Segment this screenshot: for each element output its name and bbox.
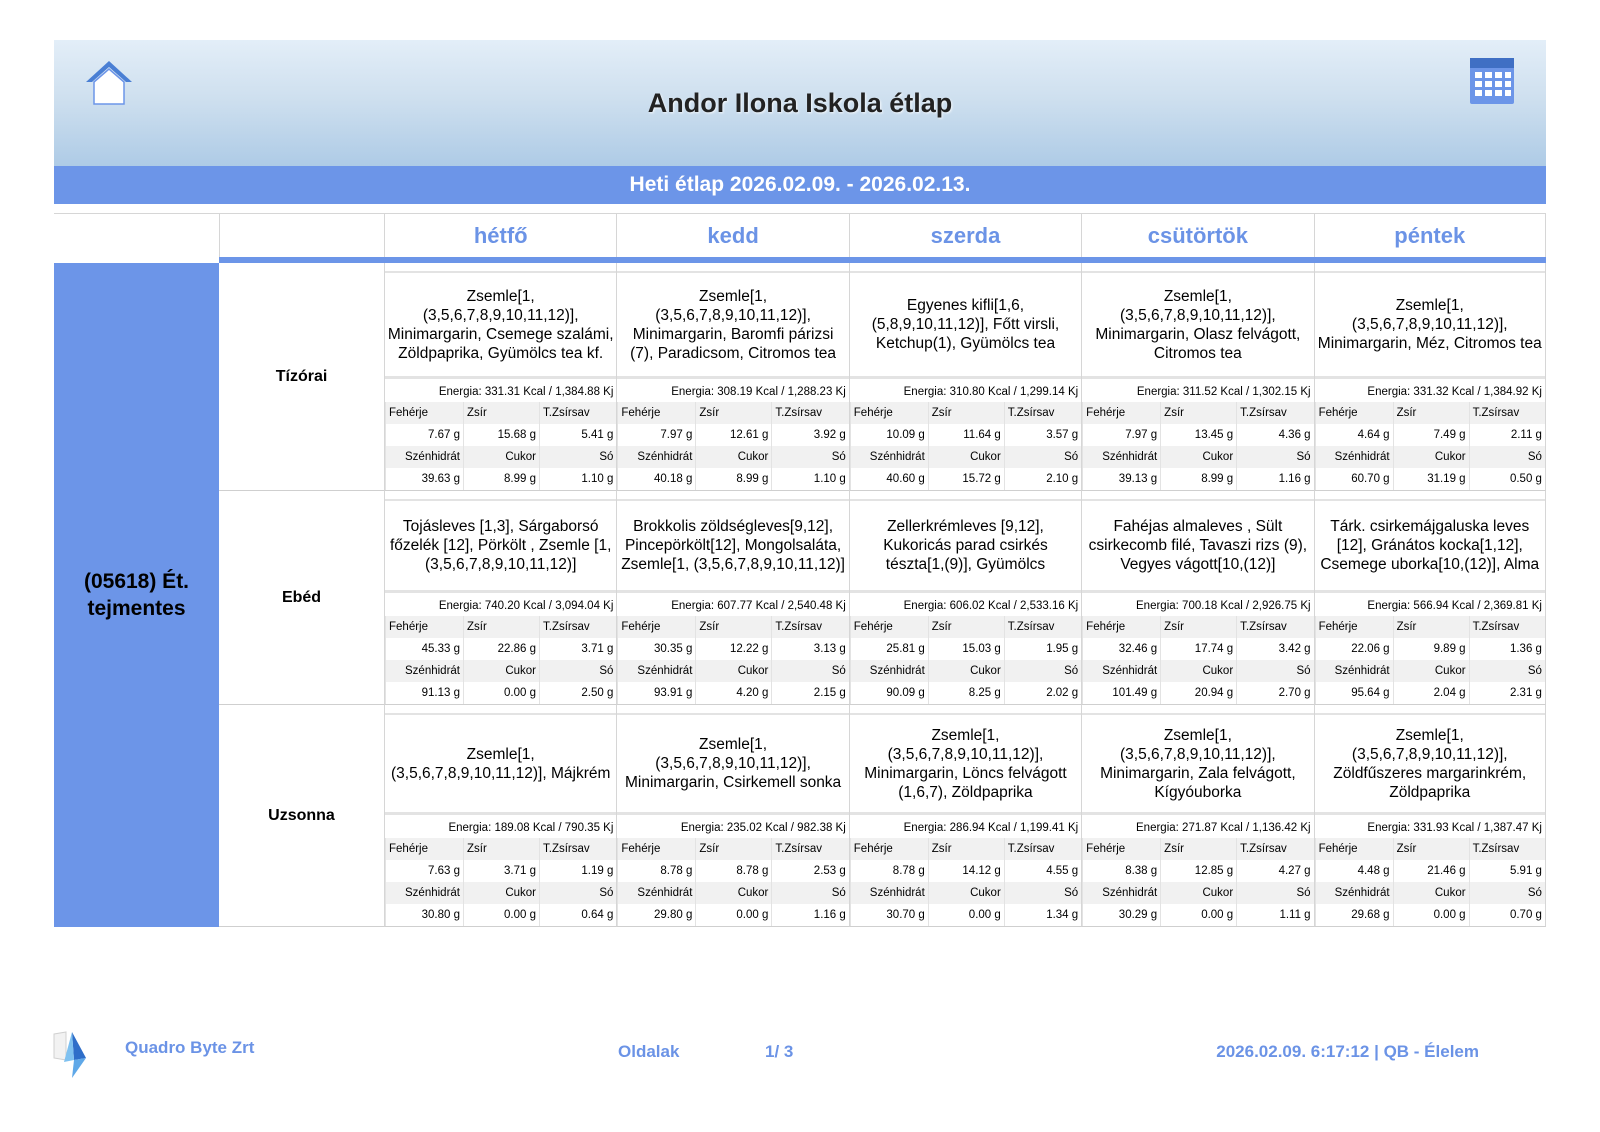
carbohydrate-value: 29.80 g bbox=[617, 904, 695, 926]
footer-pages-label: Oldalak bbox=[618, 1042, 680, 1061]
nutrition-grid bbox=[617, 402, 848, 490]
protein-label: Fehérje bbox=[1082, 838, 1160, 860]
salt-label: Só bbox=[1004, 446, 1081, 468]
fat-label: Zsír bbox=[463, 616, 539, 638]
salt-label: Só bbox=[771, 882, 848, 904]
menu-cell-ebed-friday bbox=[1314, 491, 1546, 705]
sugar-label: Cukor bbox=[695, 660, 771, 682]
carbohydrate-label: Szénhidrát bbox=[1082, 882, 1160, 904]
nutrition-grid bbox=[1082, 402, 1313, 490]
carbohydrate-value: 39.13 g bbox=[1082, 468, 1160, 490]
saturated-fat-value: 1.19 g bbox=[539, 860, 616, 882]
carbohydrate-label: Szénhidrát bbox=[617, 660, 695, 682]
protein-label: Fehérje bbox=[385, 838, 463, 860]
energy-value: Energia: 271.87 Kcal / 1,136.42 Kj bbox=[1136, 822, 1311, 834]
saturated-fat-value: 5.91 g bbox=[1469, 860, 1545, 882]
fat-value: 11.64 g bbox=[928, 424, 1004, 446]
saturated-fat-label: T.Zsírsav bbox=[1004, 616, 1081, 638]
nutrition-grid bbox=[850, 616, 1081, 704]
meal-label-uzsonna: Uzsonna bbox=[219, 705, 384, 927]
salt-label: Só bbox=[771, 446, 848, 468]
protein-value: 32.46 g bbox=[1082, 638, 1160, 660]
sugar-value: 31.19 g bbox=[1393, 468, 1469, 490]
energy-value: Energia: 311.52 Kcal / 1,302.15 Kj bbox=[1136, 386, 1311, 398]
nutrition-grid bbox=[385, 838, 616, 926]
saturated-fat-label: T.Zsírsav bbox=[1469, 838, 1545, 860]
protein-label: Fehérje bbox=[850, 838, 928, 860]
food-description: Zsemle[1, (3,5,6,7,8,9,10,11,12)], Minimargarin, Löncs felvágott (1,6,7), Zöldpaprika bbox=[850, 713, 1081, 815]
nutrition-grid bbox=[1315, 616, 1545, 704]
fat-value: 15.68 g bbox=[463, 424, 539, 446]
salt-value: 2.50 g bbox=[539, 682, 616, 704]
sugar-label: Cukor bbox=[463, 446, 539, 468]
carbohydrate-label: Szénhidrát bbox=[850, 446, 928, 468]
saturated-fat-label: T.Zsírsav bbox=[539, 402, 616, 424]
quadro-byte-logo-icon bbox=[52, 1030, 88, 1080]
protein-value: 8.78 g bbox=[617, 860, 695, 882]
diet-group-label: (05618) Ét. tejmentes bbox=[54, 263, 219, 927]
nutrition-grid bbox=[1082, 616, 1313, 704]
menu-cell-tizorai-wednesday bbox=[849, 263, 1081, 491]
menu-cell-ebed-monday bbox=[384, 491, 616, 705]
energy-value: Energia: 235.02 Kcal / 982.38 Kj bbox=[680, 822, 846, 834]
protein-label: Fehérje bbox=[617, 616, 695, 638]
menu-cell-uzsonna-monday bbox=[384, 705, 616, 927]
protein-value: 22.06 g bbox=[1315, 638, 1393, 660]
sugar-value: 0.00 g bbox=[463, 904, 539, 926]
fat-label: Zsír bbox=[463, 402, 539, 424]
saturated-fat-label: T.Zsírsav bbox=[539, 838, 616, 860]
protein-value: 7.97 g bbox=[1082, 424, 1160, 446]
carbohydrate-value: 91.13 g bbox=[385, 682, 463, 704]
sugar-label: Cukor bbox=[1160, 882, 1236, 904]
protein-value: 30.35 g bbox=[617, 638, 695, 660]
fat-label: Zsír bbox=[1393, 838, 1469, 860]
fat-value: 7.49 g bbox=[1393, 424, 1469, 446]
sugar-label: Cukor bbox=[1393, 882, 1469, 904]
protein-label: Fehérje bbox=[1315, 616, 1393, 638]
sugar-value: 0.00 g bbox=[695, 904, 771, 926]
nutrition-grid bbox=[850, 838, 1081, 926]
protein-value: 10.09 g bbox=[850, 424, 928, 446]
carbohydrate-value: 30.80 g bbox=[385, 904, 463, 926]
sugar-value: 8.25 g bbox=[928, 682, 1004, 704]
carbohydrate-label: Szénhidrát bbox=[850, 882, 928, 904]
header-banner bbox=[54, 40, 1546, 166]
protein-label: Fehérje bbox=[850, 616, 928, 638]
sugar-label: Cukor bbox=[1160, 446, 1236, 468]
menu-cell-tizorai-thursday bbox=[1081, 263, 1313, 491]
saturated-fat-value: 4.27 g bbox=[1236, 860, 1313, 882]
energy-value: Energia: 331.32 Kcal / 1,384.92 Kj bbox=[1367, 386, 1542, 398]
energy-value: Energia: 331.93 Kcal / 1,387.47 Kj bbox=[1367, 822, 1542, 834]
sugar-value: 0.00 g bbox=[1160, 904, 1236, 926]
footer-page-number: 1/ 3 bbox=[765, 1042, 794, 1061]
fat-label: Zsír bbox=[928, 616, 1004, 638]
sugar-label: Cukor bbox=[1393, 660, 1469, 682]
salt-label: Só bbox=[771, 660, 848, 682]
protein-value: 45.33 g bbox=[385, 638, 463, 660]
carbohydrate-label: Szénhidrát bbox=[1315, 660, 1393, 682]
menu-cell-uzsonna-wednesday bbox=[849, 705, 1081, 927]
food-description: Zellerkrémleves [9,12], Kukoricás parad csirkés tészta[1,(9)], Gyümölcs bbox=[850, 499, 1081, 593]
carbohydrate-value: 101.49 g bbox=[1082, 682, 1160, 704]
fat-value: 17.74 g bbox=[1160, 638, 1236, 660]
energy-value: Energia: 566.94 Kcal / 2,369.81 Kj bbox=[1367, 600, 1542, 612]
nutrition-grid bbox=[385, 616, 616, 704]
sugar-label: Cukor bbox=[928, 446, 1004, 468]
food-description: Zsemle[1, (3,5,6,7,8,9,10,11,12)], Minimargarin, Csirkemell sonka bbox=[617, 713, 848, 815]
protein-label: Fehérje bbox=[385, 616, 463, 638]
salt-value: 1.34 g bbox=[1004, 904, 1081, 926]
saturated-fat-label: T.Zsírsav bbox=[1236, 838, 1313, 860]
carbohydrate-label: Szénhidrát bbox=[1315, 446, 1393, 468]
saturated-fat-value: 3.42 g bbox=[1236, 638, 1313, 660]
salt-value: 2.15 g bbox=[771, 682, 848, 704]
carbohydrate-value: 40.60 g bbox=[850, 468, 928, 490]
energy-value: Energia: 308.19 Kcal / 1,288.23 Kj bbox=[671, 386, 846, 398]
nutrition-grid bbox=[850, 402, 1081, 490]
menu-cell-tizorai-friday bbox=[1314, 263, 1546, 491]
protein-value: 25.81 g bbox=[850, 638, 928, 660]
saturated-fat-label: T.Zsírsav bbox=[771, 402, 848, 424]
saturated-fat-label: T.Zsírsav bbox=[1469, 402, 1545, 424]
salt-value: 0.70 g bbox=[1469, 904, 1545, 926]
food-description: Brokkolis zöldségleves[9,12], Pincepörkölt[12], Mongolsaláta, Zsemle[1, (3,5,6,7,8,9,10,11,12)] bbox=[617, 499, 848, 593]
salt-value: 0.50 g bbox=[1469, 468, 1545, 490]
carbohydrate-value: 90.09 g bbox=[850, 682, 928, 704]
carbohydrate-label: Szénhidrát bbox=[385, 660, 463, 682]
saturated-fat-value: 3.57 g bbox=[1004, 424, 1081, 446]
food-description: Zsemle[1, (3,5,6,7,8,9,10,11,12)], Minimargarin, Zala felvágott, Kígyóuborka bbox=[1082, 713, 1313, 815]
carbohydrate-label: Szénhidrát bbox=[1315, 882, 1393, 904]
sugar-value: 0.00 g bbox=[928, 904, 1004, 926]
salt-label: Só bbox=[1236, 882, 1313, 904]
fat-label: Zsír bbox=[1160, 402, 1236, 424]
protein-label: Fehérje bbox=[850, 402, 928, 424]
sugar-label: Cukor bbox=[695, 882, 771, 904]
day-header-monday: hétfő bbox=[384, 213, 616, 257]
sugar-label: Cukor bbox=[463, 660, 539, 682]
sugar-value: 0.00 g bbox=[463, 682, 539, 704]
protein-value: 8.38 g bbox=[1082, 860, 1160, 882]
fat-label: Zsír bbox=[1393, 616, 1469, 638]
saturated-fat-value: 2.53 g bbox=[771, 860, 848, 882]
fat-value: 9.89 g bbox=[1393, 638, 1469, 660]
fat-label: Zsír bbox=[695, 838, 771, 860]
saturated-fat-label: T.Zsírsav bbox=[1236, 402, 1313, 424]
nutrition-grid bbox=[1082, 838, 1313, 926]
saturated-fat-value: 5.41 g bbox=[539, 424, 616, 446]
salt-label: Só bbox=[1004, 660, 1081, 682]
protein-label: Fehérje bbox=[617, 838, 695, 860]
carbohydrate-value: 60.70 g bbox=[1315, 468, 1393, 490]
carbohydrate-label: Szénhidrát bbox=[617, 446, 695, 468]
saturated-fat-label: T.Zsírsav bbox=[1004, 402, 1081, 424]
nutrition-grid bbox=[385, 402, 616, 490]
protein-label: Fehérje bbox=[1082, 402, 1160, 424]
salt-value: 1.16 g bbox=[771, 904, 848, 926]
sugar-label: Cukor bbox=[1160, 660, 1236, 682]
saturated-fat-value: 3.71 g bbox=[539, 638, 616, 660]
salt-value: 2.31 g bbox=[1469, 682, 1545, 704]
sugar-label: Cukor bbox=[1393, 446, 1469, 468]
carbohydrate-value: 30.29 g bbox=[1082, 904, 1160, 926]
salt-value: 1.10 g bbox=[539, 468, 616, 490]
menu-cell-ebed-thursday bbox=[1081, 491, 1313, 705]
sugar-label: Cukor bbox=[695, 446, 771, 468]
protein-value: 7.97 g bbox=[617, 424, 695, 446]
energy-value: Energia: 189.08 Kcal / 790.35 Kj bbox=[448, 822, 614, 834]
fat-value: 12.61 g bbox=[695, 424, 771, 446]
fat-label: Zsír bbox=[1160, 838, 1236, 860]
sugar-value: 8.99 g bbox=[463, 468, 539, 490]
carbohydrate-value: 30.70 g bbox=[850, 904, 928, 926]
food-description: Tárk. csirkemájgaluska leves [12], Gránátos kocka[1,12], Csemege uborka[10,(12)], Alma bbox=[1315, 499, 1545, 593]
food-description: Zsemle[1, (3,5,6,7,8,9,10,11,12)], Zöldfűszeres margarinkrém, Zöldpaprika bbox=[1315, 713, 1545, 815]
saturated-fat-value: 2.11 g bbox=[1469, 424, 1545, 446]
sugar-label: Cukor bbox=[928, 882, 1004, 904]
energy-value: Energia: 331.31 Kcal / 1,384.88 Kj bbox=[438, 386, 614, 398]
salt-label: Só bbox=[539, 882, 616, 904]
protein-label: Fehérje bbox=[1315, 838, 1393, 860]
meal-label-ebed: Ebéd bbox=[219, 491, 384, 705]
food-description: Tojásleves [1,3], Sárgaborsó főzelék [12], Pörkölt , Zsemle [1,(3,5,6,7,8,9,10,11,12)] bbox=[385, 499, 616, 593]
carbohydrate-label: Szénhidrát bbox=[385, 446, 463, 468]
protein-label: Fehérje bbox=[385, 402, 463, 424]
saturated-fat-label: T.Zsírsav bbox=[1236, 616, 1313, 638]
fat-label: Zsír bbox=[695, 616, 771, 638]
protein-value: 4.48 g bbox=[1315, 860, 1393, 882]
energy-value: Energia: 740.20 Kcal / 3,094.04 Kj bbox=[438, 600, 614, 612]
fat-label: Zsír bbox=[928, 838, 1004, 860]
sugar-value: 4.20 g bbox=[695, 682, 771, 704]
menu-cell-tizorai-tuesday bbox=[616, 263, 848, 491]
saturated-fat-label: T.Zsírsav bbox=[1469, 616, 1545, 638]
menu-cell-tizorai-monday bbox=[384, 263, 616, 491]
meal-label-tizorai: Tízórai bbox=[219, 263, 384, 491]
fat-label: Zsír bbox=[695, 402, 771, 424]
fat-label: Zsír bbox=[1393, 402, 1469, 424]
menu-cell-uzsonna-tuesday bbox=[616, 705, 848, 927]
nutrition-grid bbox=[1315, 402, 1545, 490]
sugar-value: 2.04 g bbox=[1393, 682, 1469, 704]
sugar-value: 20.94 g bbox=[1160, 682, 1236, 704]
saturated-fat-value: 3.13 g bbox=[771, 638, 848, 660]
salt-value: 2.70 g bbox=[1236, 682, 1313, 704]
energy-value: Energia: 606.02 Kcal / 2,533.16 Kj bbox=[903, 600, 1079, 612]
energy-value: Energia: 286.94 Kcal / 1,199.41 Kj bbox=[903, 822, 1079, 834]
carbohydrate-label: Szénhidrát bbox=[850, 660, 928, 682]
saturated-fat-label: T.Zsírsav bbox=[1004, 838, 1081, 860]
saturated-fat-value: 4.55 g bbox=[1004, 860, 1081, 882]
menu-cell-ebed-tuesday bbox=[616, 491, 848, 705]
food-description: Zsemle[1, (3,5,6,7,8,9,10,11,12)], Minimargarin, Olasz felvágott, Citromos tea bbox=[1082, 271, 1313, 379]
protein-label: Fehérje bbox=[617, 402, 695, 424]
protein-value: 7.63 g bbox=[385, 860, 463, 882]
salt-label: Só bbox=[1469, 446, 1545, 468]
food-description: Egyenes kifli[1,6, (5,8,9,10,11,12)], Főtt virsli, Ketchup(1), Gyümölcs tea bbox=[850, 271, 1081, 379]
protein-value: 4.64 g bbox=[1315, 424, 1393, 446]
day-header-wednesday: szerda bbox=[849, 213, 1081, 257]
salt-label: Só bbox=[539, 660, 616, 682]
salt-label: Só bbox=[1004, 882, 1081, 904]
carbohydrate-label: Szénhidrát bbox=[385, 882, 463, 904]
salt-label: Só bbox=[1236, 660, 1313, 682]
carbohydrate-label: Szénhidrát bbox=[1082, 660, 1160, 682]
fat-label: Zsír bbox=[463, 838, 539, 860]
saturated-fat-label: T.Zsírsav bbox=[539, 616, 616, 638]
protein-label: Fehérje bbox=[1315, 402, 1393, 424]
week-range-bar: Heti étlap 2026.02.09. - 2026.02.13. bbox=[54, 166, 1546, 204]
fat-value: 12.22 g bbox=[695, 638, 771, 660]
food-description: Zsemle[1, (3,5,6,7,8,9,10,11,12)], Minimargarin, Méz, Citromos tea bbox=[1315, 271, 1545, 379]
food-description: Zsemle[1, (3,5,6,7,8,9,10,11,12)], Minimargarin, Baromfi párizsi (7), Paradicsom, Citromos tea bbox=[617, 271, 848, 379]
day-header-friday: péntek bbox=[1314, 213, 1546, 257]
salt-value: 1.11 g bbox=[1236, 904, 1313, 926]
energy-value: Energia: 700.18 Kcal / 2,926.75 Kj bbox=[1136, 600, 1311, 612]
protein-value: 8.78 g bbox=[850, 860, 928, 882]
protein-label: Fehérje bbox=[1082, 616, 1160, 638]
fat-value: 15.03 g bbox=[928, 638, 1004, 660]
fat-label: Zsír bbox=[928, 402, 1004, 424]
energy-value: Energia: 310.80 Kcal / 1,299.14 Kj bbox=[903, 386, 1079, 398]
table-corner bbox=[54, 213, 219, 257]
salt-label: Só bbox=[1236, 446, 1313, 468]
nutrition-grid bbox=[1315, 838, 1545, 926]
menu-table bbox=[54, 213, 1546, 927]
fat-label: Zsír bbox=[1160, 616, 1236, 638]
fat-value: 13.45 g bbox=[1160, 424, 1236, 446]
saturated-fat-value: 4.36 g bbox=[1236, 424, 1313, 446]
saturated-fat-value: 3.92 g bbox=[771, 424, 848, 446]
fat-value: 3.71 g bbox=[463, 860, 539, 882]
salt-label: Só bbox=[1469, 660, 1545, 682]
sugar-value: 8.99 g bbox=[1160, 468, 1236, 490]
footer-company: Quadro Byte Zrt bbox=[125, 1038, 255, 1057]
day-header-tuesday: kedd bbox=[616, 213, 848, 257]
carbohydrate-label: Szénhidrát bbox=[1082, 446, 1160, 468]
sugar-label: Cukor bbox=[928, 660, 1004, 682]
sugar-value: 0.00 g bbox=[1393, 904, 1469, 926]
fat-value: 14.12 g bbox=[928, 860, 1004, 882]
carbohydrate-value: 40.18 g bbox=[617, 468, 695, 490]
menu-cell-uzsonna-friday bbox=[1314, 705, 1546, 927]
table-corner-meal bbox=[219, 213, 384, 257]
salt-label: Só bbox=[539, 446, 616, 468]
saturated-fat-label: T.Zsírsav bbox=[771, 616, 848, 638]
sugar-label: Cukor bbox=[463, 882, 539, 904]
carbohydrate-label: Szénhidrát bbox=[617, 882, 695, 904]
fat-value: 12.85 g bbox=[1160, 860, 1236, 882]
salt-label: Só bbox=[1469, 882, 1545, 904]
salt-value: 1.10 g bbox=[771, 468, 848, 490]
fat-value: 8.78 g bbox=[695, 860, 771, 882]
page-title: Andor Ilona Iskola étlap bbox=[647, 88, 953, 118]
sugar-value: 15.72 g bbox=[928, 468, 1004, 490]
food-description: Fahéjas almaleves , Sült csirkecomb filé, Tavaszi rizs (9), Vegyes vágott[10,(12)] bbox=[1082, 499, 1313, 593]
salt-value: 1.16 g bbox=[1236, 468, 1313, 490]
food-description: Zsemle[1, (3,5,6,7,8,9,10,11,12)], Minimargarin, Csemege szalámi, Zöldpaprika, Gyümölcs tea kf. bbox=[385, 271, 616, 379]
nutrition-grid bbox=[617, 838, 848, 926]
fat-value: 22.86 g bbox=[463, 638, 539, 660]
salt-value: 0.64 g bbox=[539, 904, 616, 926]
footer-timestamp: 2026.02.09. 6:17:12 | QB - Élelem bbox=[1216, 1042, 1479, 1061]
food-description: Zsemle[1, (3,5,6,7,8,9,10,11,12)], Májkrém bbox=[385, 713, 616, 815]
saturated-fat-value: 1.36 g bbox=[1469, 638, 1545, 660]
protein-value: 7.67 g bbox=[385, 424, 463, 446]
sugar-value: 8.99 g bbox=[695, 468, 771, 490]
calendar-icon[interactable] bbox=[1468, 56, 1516, 106]
energy-value: Energia: 607.77 Kcal / 2,540.48 Kj bbox=[671, 600, 846, 612]
carbohydrate-value: 93.91 g bbox=[617, 682, 695, 704]
fat-value: 21.46 g bbox=[1393, 860, 1469, 882]
day-header-thursday: csütörtök bbox=[1081, 213, 1313, 257]
nutrition-grid bbox=[617, 616, 848, 704]
carbohydrate-value: 95.64 g bbox=[1315, 682, 1393, 704]
menu-cell-uzsonna-thursday bbox=[1081, 705, 1313, 927]
salt-value: 2.02 g bbox=[1004, 682, 1081, 704]
saturated-fat-label: T.Zsírsav bbox=[771, 838, 848, 860]
saturated-fat-value: 1.95 g bbox=[1004, 638, 1081, 660]
carbohydrate-value: 29.68 g bbox=[1315, 904, 1393, 926]
carbohydrate-value: 39.63 g bbox=[385, 468, 463, 490]
salt-value: 2.10 g bbox=[1004, 468, 1081, 490]
menu-cell-ebed-wednesday bbox=[849, 491, 1081, 705]
